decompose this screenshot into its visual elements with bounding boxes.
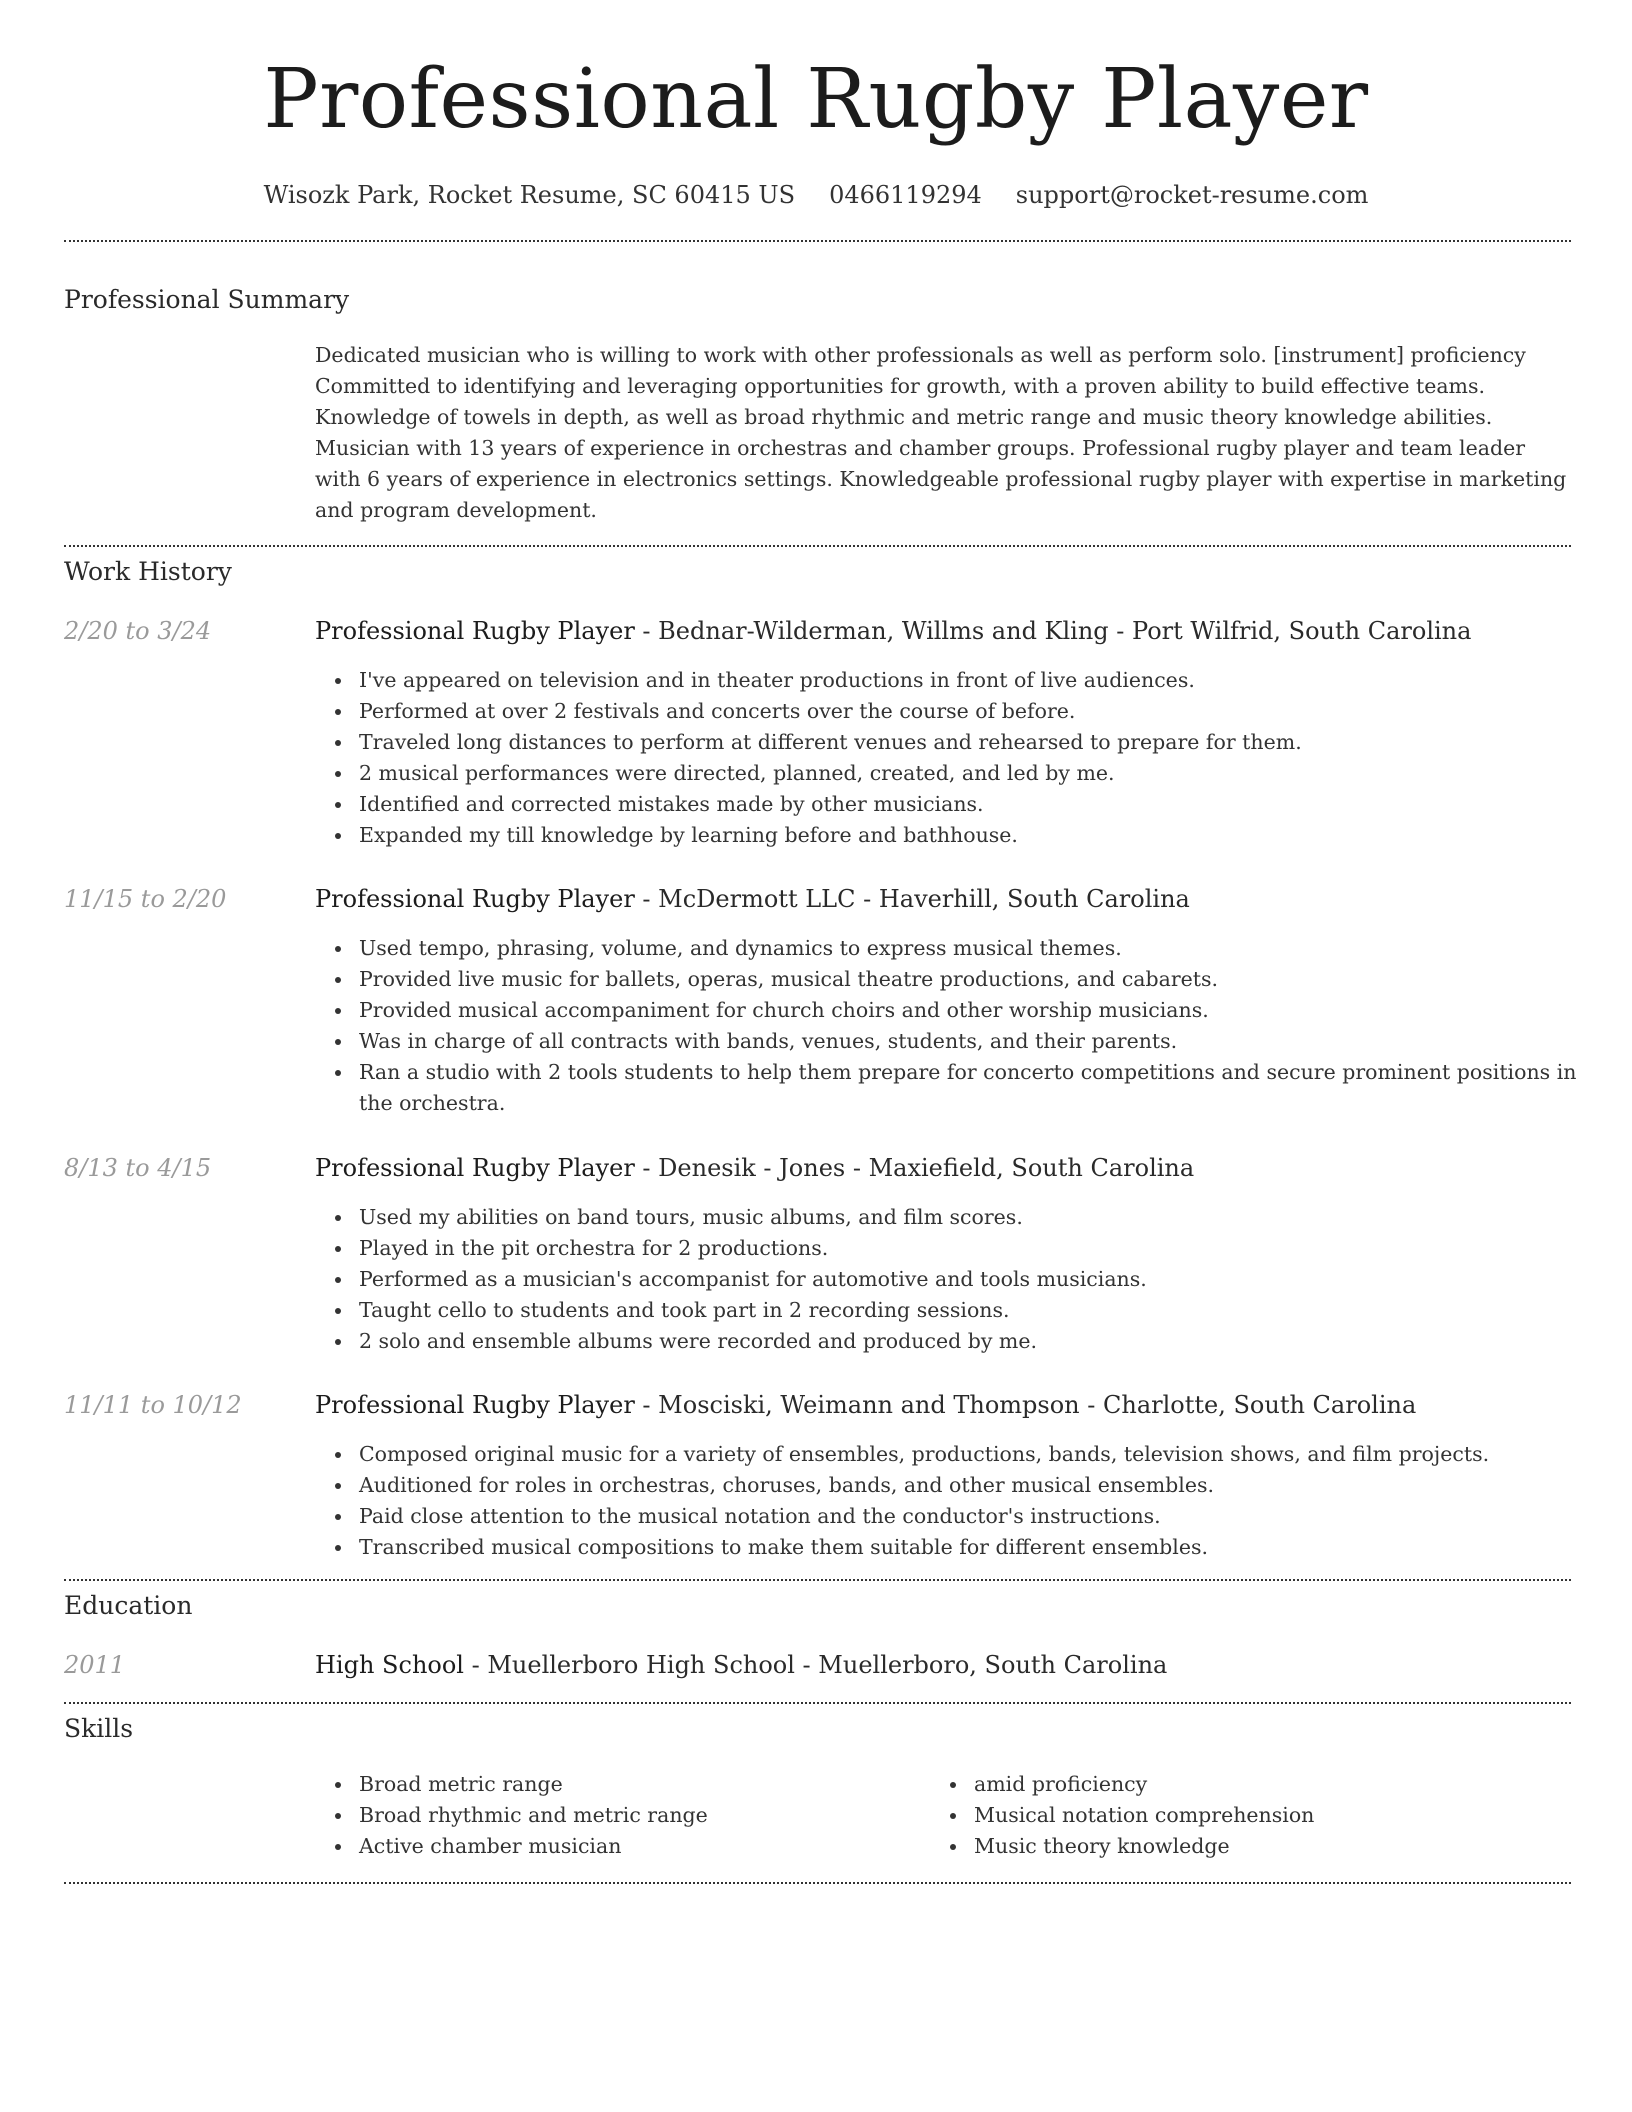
job-dates: 8/13 to 4/15 [64, 1154, 212, 1182]
job-heading [315, 615, 1571, 647]
list-item: Composed original music for a variety of ensembles, productions, bands, television shows, and film projects. [359, 1439, 1615, 1470]
candidate-name: Professional Rugby Player [263, 52, 1369, 147]
contact-line [0, 180, 1632, 210]
education-details: - Muellerboro High School - Muellerboro, South Carolina [463, 1651, 1168, 1679]
skill-item: Broad metric range [359, 1769, 919, 1800]
divider [64, 545, 1571, 547]
job-details: - Bednar-Wilderman, Willms and Kling - Port Wilfrid, South Carolina [634, 617, 1472, 645]
education-heading [315, 1649, 1571, 1681]
job-dates: 11/11 to 10/12 [64, 1391, 242, 1419]
job-bullets [315, 1202, 1615, 1357]
list-item: Auditioned for roles in orchestras, choruses, bands, and other musical ensembles. [359, 1470, 1615, 1501]
list-item: Played in the pit orchestra for 2 productions. [359, 1233, 1615, 1264]
education-degree: High School [315, 1651, 464, 1679]
list-item: I've appeared on television and in theater productions in front of live audiences. [359, 665, 1615, 696]
list-item: Expanded my till knowledge by learning before and bathhouse. [359, 820, 1615, 851]
job-heading [315, 1389, 1571, 1421]
skill-item: Music theory knowledge [974, 1831, 1534, 1862]
list-item: 2 solo and ensemble albums were recorded and produced by me. [359, 1326, 1615, 1357]
section-title-work-history: Work History [64, 557, 232, 586]
job-dates: 2/20 to 3/24 [64, 617, 212, 645]
list-item: Used tempo, phrasing, volume, and dynamics to express musical themes. [359, 933, 1615, 964]
job-dates: 11/15 to 2/20 [64, 885, 227, 913]
job-details: - McDermott LLC - Haverhill, South Carolina [634, 885, 1190, 913]
job-heading [315, 883, 1571, 915]
section-title-education: Education [64, 1591, 193, 1620]
list-item: Provided live music for ballets, operas, musical theatre productions, and cabarets. [359, 964, 1615, 995]
list-item: Ran a studio with 2 tools students to help them prepare for concerto competitions and secure prominent positions in the orchestra. [359, 1057, 1615, 1119]
job-bullets [315, 933, 1615, 1119]
contact-email: support@rocket-resume.com [1015, 181, 1369, 209]
section-title-skills: Skills [64, 1714, 134, 1743]
section-title-summary: Professional Summary [64, 285, 350, 314]
job-bullets [315, 665, 1615, 851]
divider [64, 1579, 1571, 1581]
list-item: Traveled long distances to perform at different venues and rehearsed to prepare for them. [359, 727, 1615, 758]
job-title: Professional Rugby Player [315, 1154, 635, 1182]
contact-phone: 0466119294 [829, 181, 982, 209]
list-item: 2 musical performances were directed, planned, created, and led by me. [359, 758, 1615, 789]
job-details: - Mosciski, Weimann and Thompson - Charlotte, South Carolina [634, 1391, 1417, 1419]
job-details: - Denesik - Jones - Maxiefield, South Carolina [634, 1154, 1195, 1182]
summary-text: Dedicated musician who is willing to work with other professionals as well as perform solo. [instrument] proficiency Committed to identifying and leveraging opportunities for growth, with a proven ability to build effective teams. Knowledge of towels in depth, as well as broad rhythmic and metric range and music theory knowledge abilities. Musician with 13 years of experience in orchestras and chamber groups. Professional rugby player and team leader with 6 years of experience in electronics settings. Knowledgeable professional rugby player with expertise in marketing and program development. [315, 343, 1567, 522]
job-title: Professional Rugby Player [315, 1391, 635, 1419]
list-item: Paid close attention to the musical notation and the conductor's instructions. [359, 1501, 1615, 1532]
list-item: Transcribed musical compositions to make them suitable for different ensembles. [359, 1532, 1615, 1563]
list-item: Provided musical accompaniment for church choirs and other worship musicians. [359, 995, 1615, 1026]
skill-item: Active chamber musician [359, 1831, 919, 1862]
list-item: Performed as a musician's accompanist for automotive and tools musicians. [359, 1264, 1615, 1295]
list-item: Was in charge of all contracts with bands, venues, students, and their parents. [359, 1026, 1615, 1057]
list-item: Used my abilities on band tours, music albums, and film scores. [359, 1202, 1615, 1233]
job-heading [315, 1152, 1571, 1184]
job-title: Professional Rugby Player [315, 885, 635, 913]
job-bullets [315, 1439, 1615, 1563]
list-item: Taught cello to students and took part in 2 recording sessions. [359, 1295, 1615, 1326]
job-title: Professional Rugby Player [315, 617, 635, 645]
contact-address: Wisozk Park, Rocket Resume, SC 60415 US [263, 181, 796, 209]
divider [64, 1882, 1571, 1884]
divider [64, 240, 1571, 242]
divider [64, 1702, 1571, 1704]
skill-item: Musical notation comprehension [974, 1800, 1534, 1831]
education-year: 2011 [64, 1651, 126, 1679]
resume-header [0, 0, 1632, 210]
skills-list-left [315, 1769, 919, 1862]
skill-item: Broad rhythmic and metric range [359, 1800, 919, 1831]
skill-item: amid proficiency [974, 1769, 1534, 1800]
list-item: Performed at over 2 festivals and concerts over the course of before. [359, 696, 1615, 727]
list-item: Identified and corrected mistakes made by other musicians. [359, 789, 1615, 820]
skills-list-right [930, 1769, 1534, 1862]
